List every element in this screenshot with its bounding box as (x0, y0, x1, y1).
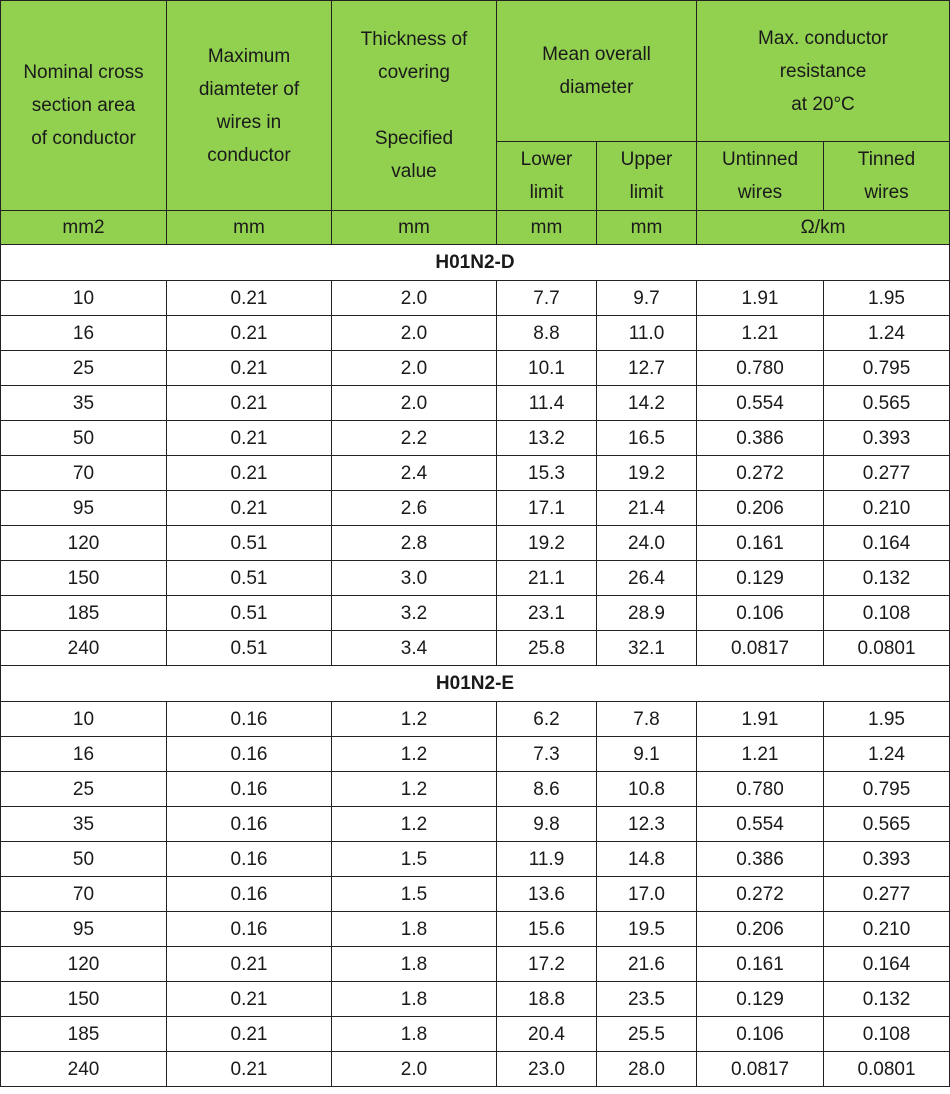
table-row (1, 982, 950, 1017)
table-cell: 0.21 (167, 947, 332, 982)
header-covering-thickness: Thickness of covering Specified value (332, 1, 497, 211)
table-row (1, 947, 950, 982)
table-cell: 16.5 (597, 421, 697, 456)
table-cell: 0.393 (824, 421, 950, 456)
table-cell: 25.5 (597, 1017, 697, 1052)
table-row (1, 596, 950, 631)
table-cell: 0.780 (697, 772, 824, 807)
table-cell: 1.2 (332, 702, 497, 737)
table-cell: 0.21 (167, 281, 332, 316)
table-cell: 23.5 (597, 982, 697, 1017)
table-cell: 21.6 (597, 947, 697, 982)
table-cell: 0.106 (697, 1017, 824, 1052)
table-cell: 1.21 (697, 737, 824, 772)
table-cell: 0.554 (697, 807, 824, 842)
table-cell: 16 (1, 737, 167, 772)
table-cell: 28.0 (597, 1052, 697, 1087)
table-cell: 150 (1, 561, 167, 596)
table-row (1, 631, 950, 666)
table-cell: 0.16 (167, 877, 332, 912)
table-cell: 0.161 (697, 947, 824, 982)
table-row (1, 421, 950, 456)
units-row (1, 211, 950, 245)
table-cell: 17.1 (497, 491, 597, 526)
table-cell: 2.0 (332, 281, 497, 316)
table-row (1, 842, 950, 877)
table-cell: 0.0801 (824, 631, 950, 666)
table-cell: 2.2 (332, 421, 497, 456)
table-cell: 19.5 (597, 912, 697, 947)
table-cell: 10.8 (597, 772, 697, 807)
table-cell: 10 (1, 702, 167, 737)
table-cell: 25 (1, 772, 167, 807)
table-cell: 1.24 (824, 737, 950, 772)
table-cell: 7.3 (497, 737, 597, 772)
table-cell: 9.8 (497, 807, 597, 842)
table-cell: 1.8 (332, 982, 497, 1017)
table-cell: 0.21 (167, 456, 332, 491)
table-cell: 16 (1, 316, 167, 351)
table-cell: 0.0801 (824, 1052, 950, 1087)
table-cell: 3.4 (332, 631, 497, 666)
table-cell: 2.0 (332, 386, 497, 421)
table-cell: 13.2 (497, 421, 597, 456)
table-cell: 17.0 (597, 877, 697, 912)
table-cell: 1.8 (332, 1017, 497, 1052)
table-cell: 0.132 (824, 982, 950, 1017)
table-cell: 15.3 (497, 456, 597, 491)
table-cell: 0.164 (824, 526, 950, 561)
table-cell: 10 (1, 281, 167, 316)
table-cell: 13.6 (497, 877, 597, 912)
table-cell: 1.91 (697, 702, 824, 737)
table-cell: 120 (1, 947, 167, 982)
table-cell: 0.277 (824, 456, 950, 491)
table-cell: 185 (1, 1017, 167, 1052)
table-cell: 1.2 (332, 807, 497, 842)
table-cell: 0.272 (697, 456, 824, 491)
table-row (1, 316, 950, 351)
table-cell: 9.1 (597, 737, 697, 772)
table-cell: 11.0 (597, 316, 697, 351)
table-cell: 0.161 (697, 526, 824, 561)
table-cell: 3.0 (332, 561, 497, 596)
table-cell: 2.6 (332, 491, 497, 526)
table-cell: 0.565 (824, 386, 950, 421)
table-cell: 0.0817 (697, 1052, 824, 1087)
table-cell: 0.51 (167, 526, 332, 561)
table-cell: 0.272 (697, 877, 824, 912)
table-row (1, 386, 950, 421)
table-cell: 0.386 (697, 842, 824, 877)
table-row (1, 772, 950, 807)
table-row (1, 737, 950, 772)
table-row (1, 912, 950, 947)
unit-cell: mm2 (1, 211, 167, 245)
table-cell: 1.5 (332, 877, 497, 912)
header-max-wire-diameter: Maximum diamteter of wires in conductor (167, 1, 332, 211)
table-cell: 2.0 (332, 1052, 497, 1087)
header-lower-limit: Lower limit (497, 142, 597, 211)
table-cell: 14.8 (597, 842, 697, 877)
header-max-conductor-resistance: Max. conductor resistance at 20°C (697, 1, 950, 142)
header-mean-overall-diameter: Mean overall diameter (497, 1, 697, 142)
table-cell: 0.21 (167, 1052, 332, 1087)
table-cell: 8.8 (497, 316, 597, 351)
table-cell: 23.0 (497, 1052, 597, 1087)
table-cell: 10.1 (497, 351, 597, 386)
table-row (1, 491, 950, 526)
table-cell: 1.21 (697, 316, 824, 351)
table-cell: 19.2 (597, 456, 697, 491)
table-cell: 0.277 (824, 877, 950, 912)
table-cell: 50 (1, 842, 167, 877)
table-cell: 26.4 (597, 561, 697, 596)
table-cell: 0.565 (824, 807, 950, 842)
table-cell: 0.554 (697, 386, 824, 421)
table-cell: 150 (1, 982, 167, 1017)
table-cell: 0.16 (167, 912, 332, 947)
unit-cell: mm (332, 211, 497, 245)
table-cell: 7.7 (497, 281, 597, 316)
table-cell: 0.108 (824, 1017, 950, 1052)
table-cell: 0.393 (824, 842, 950, 877)
table-cell: 0.210 (824, 912, 950, 947)
table-cell: 28.9 (597, 596, 697, 631)
table-cell: 0.16 (167, 772, 332, 807)
table-cell: 19.2 (497, 526, 597, 561)
table-cell: 1.2 (332, 772, 497, 807)
table-cell: 1.2 (332, 737, 497, 772)
table-cell: 3.2 (332, 596, 497, 631)
table-cell: 21.4 (597, 491, 697, 526)
table-cell: 23.1 (497, 596, 597, 631)
table-cell: 1.91 (697, 281, 824, 316)
table-cell: 0.16 (167, 807, 332, 842)
table-cell: 17.2 (497, 947, 597, 982)
table-cell: 35 (1, 386, 167, 421)
table-cell: 2.4 (332, 456, 497, 491)
table-cell: 120 (1, 526, 167, 561)
table-cell: 18.8 (497, 982, 597, 1017)
table-cell: 240 (1, 631, 167, 666)
table-cell: 240 (1, 1052, 167, 1087)
table-row (1, 281, 950, 316)
table-cell: 0.129 (697, 982, 824, 1017)
table-cell: 0.795 (824, 351, 950, 386)
table-cell: 35 (1, 807, 167, 842)
table-cell: 0.51 (167, 561, 332, 596)
table-cell: 8.6 (497, 772, 597, 807)
table-row (1, 351, 950, 386)
header-upper-limit: Upper limit (597, 142, 697, 211)
table-cell: 0.106 (697, 596, 824, 631)
table-row (1, 702, 950, 737)
table-cell: 7.8 (597, 702, 697, 737)
table-cell: 0.780 (697, 351, 824, 386)
table-cell: 20.4 (497, 1017, 597, 1052)
table-cell: 25.8 (497, 631, 597, 666)
table-row (1, 456, 950, 491)
table-cell: 50 (1, 421, 167, 456)
table-cell: 2.0 (332, 316, 497, 351)
table-row (1, 877, 950, 912)
table-cell: 0.386 (697, 421, 824, 456)
table-cell: 1.8 (332, 912, 497, 947)
unit-cell: mm (167, 211, 332, 245)
table-row (1, 807, 950, 842)
table-cell: 0.16 (167, 842, 332, 877)
table-row (1, 1052, 950, 1087)
table-cell: 11.4 (497, 386, 597, 421)
table-cell: 21.1 (497, 561, 597, 596)
group-title: H01N2-D (1, 245, 950, 281)
table-cell: 0.206 (697, 491, 824, 526)
group-row (1, 245, 950, 281)
table-cell: 0.795 (824, 772, 950, 807)
table-cell: 95 (1, 491, 167, 526)
table-cell: 0.21 (167, 351, 332, 386)
table-cell: 0.21 (167, 1017, 332, 1052)
table-cell: 1.24 (824, 316, 950, 351)
table-cell: 12.7 (597, 351, 697, 386)
header-untinned-wires: Untinned wires (697, 142, 824, 211)
table-cell: 70 (1, 877, 167, 912)
table-cell: 0.51 (167, 631, 332, 666)
table-cell: 0.108 (824, 596, 950, 631)
header-nominal-cross-section: Nominal cross section area of conductor (1, 1, 167, 211)
table-row (1, 1017, 950, 1052)
header-tinned-wires: Tinned wires (824, 142, 950, 211)
table-row (1, 561, 950, 596)
table-cell: 12.3 (597, 807, 697, 842)
unit-cell: mm (497, 211, 597, 245)
table-cell: 0.132 (824, 561, 950, 596)
table-cell: 1.95 (824, 281, 950, 316)
table-cell: 0.51 (167, 596, 332, 631)
table-cell: 0.16 (167, 702, 332, 737)
group-row (1, 666, 950, 702)
table-cell: 6.2 (497, 702, 597, 737)
table-cell: 32.1 (597, 631, 697, 666)
table-cell: 0.21 (167, 421, 332, 456)
table-cell: 0.0817 (697, 631, 824, 666)
table-cell: 1.95 (824, 702, 950, 737)
table-cell: 2.8 (332, 526, 497, 561)
table-cell: 24.0 (597, 526, 697, 561)
table-cell: 11.9 (497, 842, 597, 877)
table-cell: 2.0 (332, 351, 497, 386)
table-cell: 9.7 (597, 281, 697, 316)
table-cell: 0.206 (697, 912, 824, 947)
table-cell: 0.210 (824, 491, 950, 526)
table-cell: 0.21 (167, 982, 332, 1017)
table-cell: 25 (1, 351, 167, 386)
table-cell: 185 (1, 596, 167, 631)
table-cell: 95 (1, 912, 167, 947)
table-cell: 0.129 (697, 561, 824, 596)
table-cell: 14.2 (597, 386, 697, 421)
unit-cell: mm (597, 211, 697, 245)
table-cell: 15.6 (497, 912, 597, 947)
table-cell: 0.21 (167, 491, 332, 526)
table-cell: 0.16 (167, 737, 332, 772)
table-cell: 1.8 (332, 947, 497, 982)
unit-cell: Ω/km (697, 211, 950, 245)
group-title: H01N2-E (1, 666, 950, 702)
table-cell: 70 (1, 456, 167, 491)
table-cell: 0.21 (167, 386, 332, 421)
table-cell: 1.5 (332, 842, 497, 877)
table-row (1, 526, 950, 561)
table-cell: 0.164 (824, 947, 950, 982)
table-cell: 0.21 (167, 316, 332, 351)
